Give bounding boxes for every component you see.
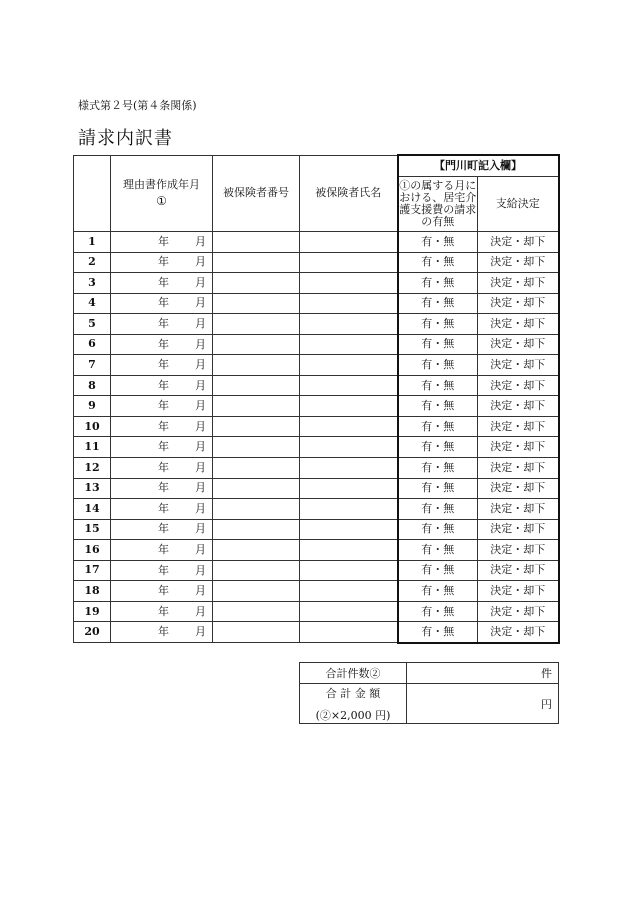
insured-number-cell[interactable] [213,416,300,437]
insured-number-cell[interactable] [213,273,300,294]
year-label: 年 [158,563,169,577]
insured-number-cell[interactable] [213,581,300,602]
decision-option[interactable]: 決定・却下 [478,252,559,273]
header-payment-decision: 支給決定 [478,177,559,232]
decision-option[interactable]: 決定・却下 [478,499,559,520]
insured-name-cell[interactable] [300,314,398,335]
month-label: 月 [195,275,206,289]
claim-presence-option[interactable]: 有・無 [398,396,478,417]
reason-date-cell[interactable] [111,437,213,458]
year-label: 年 [158,584,169,598]
row-number: 2 [74,252,111,273]
row-number: 3 [74,273,111,294]
claim-presence-option[interactable]: 有・無 [398,560,478,581]
table-row [74,560,559,581]
decision-option[interactable]: 決定・却下 [478,601,559,622]
total-count-unit[interactable]: 件 [407,663,559,684]
reason-date-cell[interactable] [111,273,213,294]
reason-date-cell[interactable] [111,478,213,499]
table-row [74,540,559,561]
claim-presence-option[interactable]: 有・無 [398,478,478,499]
decision-option[interactable]: 決定・却下 [478,540,559,561]
insured-name-cell[interactable] [300,273,398,294]
insured-number-cell[interactable] [213,458,300,479]
decision-option[interactable]: 決定・却下 [478,273,559,294]
table-row [74,396,559,417]
row-number: 12 [74,458,111,479]
row-number: 16 [74,540,111,561]
insured-name-cell[interactable] [300,601,398,622]
year-label: 年 [158,604,169,618]
month-label: 月 [195,522,206,536]
insured-number-cell[interactable] [213,252,300,273]
month-label: 月 [195,440,206,454]
reason-date-cell[interactable] [111,622,213,643]
insured-number-cell[interactable] [213,334,300,355]
year-label: 年 [158,255,169,269]
year-label: 年 [158,501,169,515]
month-label: 月 [195,358,206,371]
summary-table [299,662,559,724]
row-number: 13 [74,478,111,499]
year-label: 年 [158,625,169,639]
table-row [74,273,559,294]
insured-number-cell[interactable] [213,622,300,643]
table-row [74,581,559,602]
header-row-number [74,155,111,232]
month-label: 月 [195,460,206,474]
insured-name-cell[interactable] [300,499,398,520]
insured-number-cell[interactable] [213,375,300,396]
decision-option[interactable]: 決定・却下 [478,437,559,458]
row-number: 18 [74,581,111,602]
row-number: 15 [74,519,111,540]
year-label: 年 [158,234,169,248]
insured-name-cell[interactable] [300,375,398,396]
reason-date-cell[interactable] [111,334,213,355]
total-amount-formula: (②×2,000 円) [315,708,391,722]
claim-presence-option[interactable]: 有・無 [398,355,478,376]
insured-name-cell[interactable] [300,458,398,479]
table-row [74,478,559,499]
claim-presence-option[interactable]: 有・無 [398,622,478,643]
month-label: 月 [195,563,206,577]
decision-option[interactable]: 決定・却下 [478,396,559,417]
header-insured-number: 被保険者番号 [213,155,300,232]
insured-name-cell[interactable] [300,478,398,499]
claim-presence-option[interactable]: 有・無 [398,314,478,335]
claim-presence-option[interactable]: 有・無 [398,334,478,355]
claim-presence-option[interactable]: 有・無 [398,601,478,622]
header-reason-date [111,155,213,232]
claim-presence-option[interactable]: 有・無 [398,273,478,294]
insured-name-cell[interactable] [300,437,398,458]
reason-date-cell[interactable] [111,375,213,396]
table-row [74,334,559,355]
row-number: 6 [74,334,111,355]
decision-option[interactable]: 決定・却下 [478,314,559,335]
row-number: 14 [74,499,111,520]
decision-option[interactable]: 決定・却下 [478,478,559,499]
row-number: 10 [74,416,111,437]
reason-date-cell[interactable] [111,560,213,581]
insured-name-cell[interactable] [300,232,398,253]
year-label: 年 [158,316,169,330]
month-label: 月 [195,481,206,495]
insured-number-cell[interactable] [213,437,300,458]
claim-presence-option[interactable]: 有・無 [398,519,478,540]
year-label: 年 [158,542,169,556]
claim-presence-option[interactable]: 有・無 [398,581,478,602]
table-row [74,416,559,437]
row-number: 8 [74,375,111,396]
table-row [74,601,559,622]
reason-date-cell[interactable] [111,519,213,540]
reason-date-cell[interactable] [111,581,213,602]
total-count-label: 合計件数② [300,663,407,684]
month-label: 月 [195,501,206,515]
insured-number-cell[interactable] [213,519,300,540]
month-label: 月 [195,604,206,618]
reason-date-cell[interactable] [111,499,213,520]
row-number: 4 [74,293,111,314]
insured-number-cell[interactable] [213,601,300,622]
header-insured-name: 被保険者氏名 [300,155,398,232]
decision-option[interactable]: 決定・却下 [478,458,559,479]
table-row [74,252,559,273]
year-label: 年 [158,275,169,289]
table-row [74,314,559,335]
month-label: 月 [195,542,206,556]
decision-option[interactable]: 決定・却下 [478,519,559,540]
total-amount-unit[interactable]: 円 [407,684,559,724]
insured-name-cell[interactable] [300,560,398,581]
decision-option[interactable]: 決定・却下 [478,581,559,602]
decision-option[interactable]: 決定・却下 [478,232,559,253]
year-label: 年 [158,399,169,413]
claim-presence-option[interactable]: 有・無 [398,416,478,437]
month-label: 月 [195,399,206,413]
header-reason-date-mark: ① [156,193,167,208]
reason-date-cell[interactable] [111,458,213,479]
decision-option[interactable]: 決定・却下 [478,355,559,376]
row-number: 19 [74,601,111,622]
total-amount-label: 合 計 金 額 [325,686,381,700]
claim-presence-option[interactable]: 有・無 [398,540,478,561]
table-row [74,232,559,253]
decision-option[interactable]: 決定・却下 [478,293,559,314]
reason-date-cell[interactable] [111,601,213,622]
header-claim-existence: ①の属する月における、居宅介護支援費の請求の有無 [398,177,478,232]
decision-option[interactable]: 決定・却下 [478,622,559,643]
reason-date-cell[interactable] [111,232,213,253]
reason-date-cell[interactable] [111,314,213,335]
reason-date-cell[interactable] [111,293,213,314]
row-number: 1 [74,232,111,253]
header-admin-section: 【門川町記入欄】 [398,155,559,177]
month-label: 月 [195,584,206,598]
decision-option[interactable]: 決定・却下 [478,375,559,396]
month-label: 月 [195,625,206,639]
insured-name-cell[interactable] [300,252,398,273]
insured-number-cell[interactable] [213,478,300,499]
form-number: 様式第２号(第４条関係) [78,99,197,112]
insured-name-cell[interactable] [300,416,398,437]
insured-number-cell[interactable] [213,232,300,253]
month-label: 月 [195,378,206,392]
header-reason-date-label: 理由書作成年月 [123,177,200,191]
insured-number-cell[interactable] [213,355,300,376]
row-number: 11 [74,437,111,458]
table-row [74,622,559,643]
row-number: 7 [74,355,111,376]
insured-number-cell[interactable] [213,396,300,417]
year-label: 年 [158,460,169,474]
month-label: 月 [195,337,206,351]
insured-name-cell[interactable] [300,540,398,561]
table-row [74,355,559,376]
insured-number-cell[interactable] [213,499,300,520]
month-label: 月 [195,234,206,248]
month-label: 月 [195,296,206,310]
claim-presence-option[interactable]: 有・無 [398,293,478,314]
claim-presence-option[interactable]: 有・無 [398,232,478,253]
insured-number-cell[interactable] [213,540,300,561]
year-label: 年 [158,296,169,310]
claim-presence-option[interactable]: 有・無 [398,437,478,458]
insured-name-cell[interactable] [300,293,398,314]
table-row [74,499,559,520]
insured-name-cell[interactable] [300,519,398,540]
page-title: 請求内訳書 [78,128,173,149]
reason-date-cell[interactable] [111,540,213,561]
row-number: 9 [74,396,111,417]
decision-option[interactable]: 決定・却下 [478,334,559,355]
claim-presence-option[interactable]: 有・無 [398,458,478,479]
reason-date-cell[interactable] [111,416,213,437]
total-amount-label-cell [300,684,407,724]
reason-date-cell[interactable] [111,355,213,376]
row-number: 20 [74,622,111,643]
table-row [74,375,559,396]
table-row [74,519,559,540]
claim-presence-option[interactable]: 有・無 [398,375,478,396]
reason-date-cell[interactable] [111,252,213,273]
insured-name-cell[interactable] [300,355,398,376]
year-label: 年 [158,481,169,495]
insured-number-cell[interactable] [213,293,300,314]
claim-breakdown-table [73,154,560,644]
claim-presence-option[interactable]: 有・無 [398,499,478,520]
month-label: 月 [195,316,206,330]
insured-name-cell[interactable] [300,334,398,355]
insured-name-cell[interactable] [300,581,398,602]
table-row [74,293,559,314]
year-label: 年 [158,378,169,392]
month-label: 月 [195,255,206,269]
year-label: 年 [158,419,169,433]
insured-name-cell[interactable] [300,622,398,643]
insured-number-cell[interactable] [213,314,300,335]
claim-presence-option[interactable]: 有・無 [398,252,478,273]
reason-date-cell[interactable] [111,396,213,417]
year-label: 年 [158,358,169,371]
year-label: 年 [158,440,169,454]
insured-name-cell[interactable] [300,396,398,417]
decision-option[interactable]: 決定・却下 [478,416,559,437]
row-number: 17 [74,560,111,581]
year-label: 年 [158,337,169,351]
table-row [74,437,559,458]
year-label: 年 [158,522,169,536]
table-row [74,458,559,479]
decision-option[interactable]: 決定・却下 [478,560,559,581]
row-number: 5 [74,314,111,335]
insured-number-cell[interactable] [213,560,300,581]
month-label: 月 [195,419,206,433]
